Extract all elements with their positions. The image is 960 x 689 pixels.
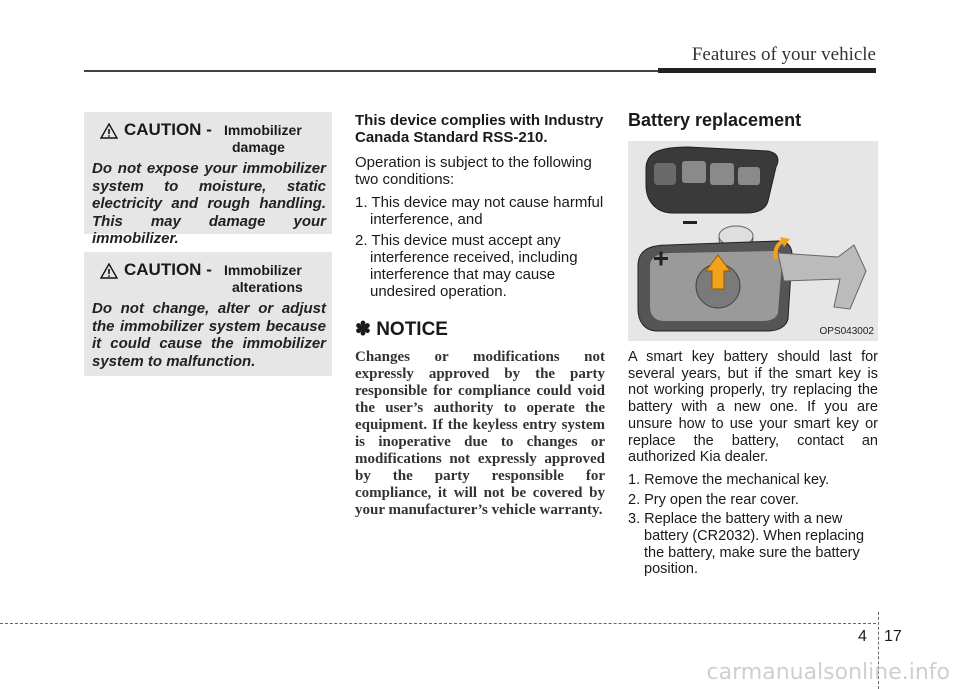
battery-intro: A smart key battery should last for several years, but if the smart key is not working properly, try replacing the battery with a new one. If you are unsure how to use your smart key or replace the battery, contact an authorized Kia dealer. — [628, 349, 878, 466]
caution-label: CAUTION - — [124, 260, 212, 279]
condition-item: 2. This device must accept any interference received, including interference that may cause undesired operation. — [355, 232, 578, 300]
smart-key-figure — [628, 141, 878, 341]
warning-triangle-icon — [100, 123, 118, 139]
caution-body-text: Do not change, alter or adjust the immobilizer system because it could cause the immobilizer system to malfunction. — [92, 300, 326, 370]
page-number: 17 — [884, 628, 902, 645]
warning-triangle-icon — [100, 263, 118, 279]
right-column — [628, 110, 878, 581]
caution-subtitle: Immobilizer alterations — [224, 262, 303, 295]
battery-step: 2. Pry open the rear cover. — [628, 491, 799, 508]
conditions-intro: Operation is subject to the following two conditions: — [355, 154, 592, 188]
condition-item: 1. This device may not cause harmful interference, and — [355, 194, 604, 228]
battery-section-title: Battery replacement — [628, 110, 802, 130]
caution-subtitle: Immobilizer damage — [224, 122, 302, 155]
compliance-statement: This device complies with Industry Canada Standard RSS-210. — [355, 112, 604, 146]
battery-step: 1. Remove the mechanical key. — [628, 471, 830, 488]
caution-label: CAUTION - — [124, 120, 212, 139]
chapter-number: 4 — [858, 628, 867, 645]
caution-body-text: Do not expose your immobilizer system to moisture, static electricity and rough handling. This may damage your immobilizer. — [92, 160, 326, 247]
figure-code: OPS043002 — [819, 326, 874, 337]
notice-title: ✽ NOTICE — [355, 319, 448, 340]
header-rule-accent — [658, 68, 876, 73]
notice-body: Changes or modifications not expressly approved by the party responsible for compliance could void the user’s authority to operate the equipment. If the keyless entry system is inoperative due to changes or modifications not expressly approved by the party responsible for compliance, it will not be covered by your manufacturer’s vehicle warranty. — [355, 349, 605, 518]
footer-rule — [0, 623, 876, 624]
section-header-title: Features of your vehicle — [691, 44, 876, 65]
caution-box-damage — [84, 112, 332, 247]
smart-key-illustration — [628, 141, 878, 341]
caution-box-alterations — [84, 252, 332, 376]
middle-column — [355, 112, 605, 519]
battery-step: 3. Replace the battery with a new battery (CR2032). When replacing the battery, make sure the battery position. — [628, 511, 865, 578]
watermark: carmanualsonline.info — [706, 660, 950, 685]
